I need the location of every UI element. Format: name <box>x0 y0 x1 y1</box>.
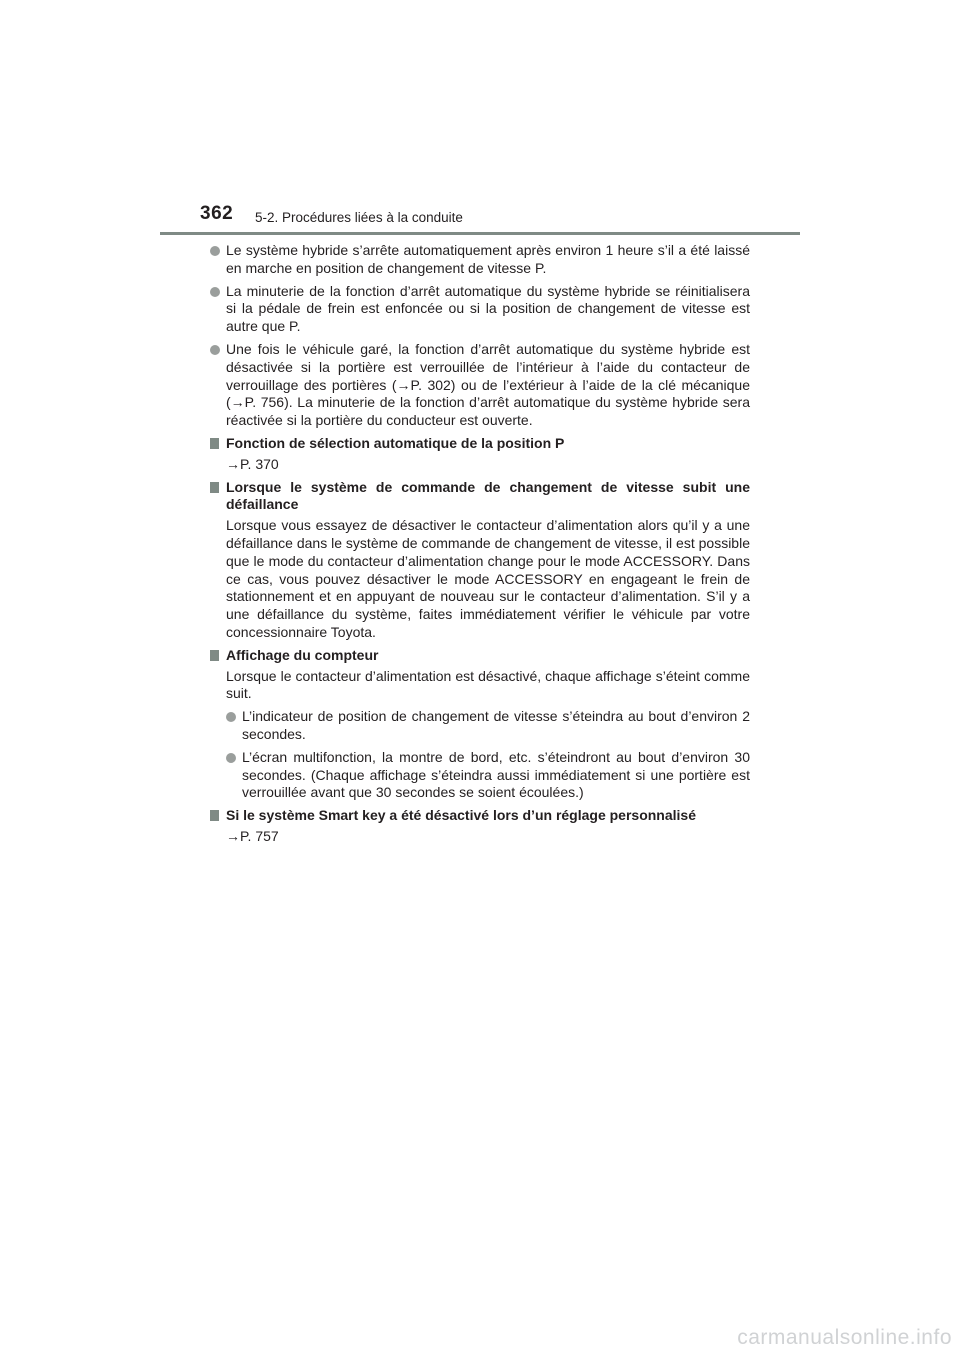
heading-text: Si le système Smart key a été désactivé lors d’un réglage personnalisé <box>226 807 696 824</box>
bullet-text: L’écran multifonction, la montre de bord, etc. s’éteindront au bout d’environ 30 secondes. (Chaque affichage s’éteindra aussi immédiatement si une portière est verrouillée avant que 30 secondes se soient écoulées.) <box>242 748 750 801</box>
section-heading <box>210 435 750 453</box>
bullet-dot-icon <box>210 345 220 355</box>
bullet-text: Le système hybride s’arrête automatiquement après environ 1 heure s’il a été laissé en marche en position de changement de vitesse P. <box>226 242 750 276</box>
bullet-text: L’indicateur de position de changement de vitesse s’éteindra au bout d’environ 2 secondes. <box>242 708 750 742</box>
bullet-item <box>210 283 750 336</box>
section-square-icon <box>210 650 219 661</box>
bullet-item <box>210 341 750 430</box>
page-reference: →P. 370 <box>226 455 279 472</box>
bullet-text: Une fois le véhicule garé, la fonction d’arrêt automatique du système hybride est désactivée si la portière est verrouillée de l’intérieur à l’aide du contacteur de verrouillage des portières (→P. 302) ou de l’extérieur à l’aide de la clé mécanique (→P. 756). La minuterie de la fonction d’arrêt automatique du système hybride sera réactivée si la portière du conducteur est ouverte. <box>226 340 750 429</box>
bullet-dot-icon <box>210 287 220 297</box>
heading-text: Lorsque le système de commande de changement de vitesse subit une défaillance <box>226 478 750 513</box>
bullet-dot-icon <box>210 246 220 256</box>
bullet-item <box>226 708 750 744</box>
bullet-dot-icon <box>226 753 236 763</box>
watermark: carmanualsonline.info <box>737 1326 952 1349</box>
section-square-icon <box>210 482 219 493</box>
bullet-text: La minuterie de la fonction d’arrêt automatique du système hybride se réinitialisera si la pédale de frein est enfoncée ou si la position de changement de vitesse est autre que P. <box>226 282 750 335</box>
bullet-item <box>226 749 750 802</box>
section-title: 5-2. Procédures liées à la conduite <box>255 210 463 225</box>
page-reference: →P. 757 <box>226 827 279 844</box>
page-content <box>210 242 750 851</box>
heading-text: Affichage du compteur <box>226 646 379 663</box>
section-paragraph: Lorsque vous essayez de désactiver le contacteur d’alimentation alors qu’il y a une défaillance dans le système de commande de changement de vitesse, il est possible que le mode du contacteur d’alimentation change pour le mode ACCESSORY. Dans ce cas, vous pouvez désactiver le mode ACCESSORY en engageant le frein de stationnement et en appuyant de nouveau sur le contacteur d’alimentation. S’il y a une défaillance du système, faites immédiatement vérifier le véhicule par votre concessionnaire Toyota. <box>226 517 750 640</box>
section-heading <box>210 647 750 665</box>
bullet-item <box>210 242 750 278</box>
header-rule <box>160 232 800 235</box>
bullet-dot-icon <box>226 712 236 722</box>
section-square-icon <box>210 438 219 449</box>
page-number: 362 <box>200 203 234 224</box>
heading-text: Fonction de sélection automatique de la position P <box>226 434 565 451</box>
section-heading <box>210 807 750 825</box>
section-square-icon <box>210 810 219 821</box>
section-heading <box>210 479 750 515</box>
nested-bullets <box>210 708 750 802</box>
section-paragraph: Lorsque le contacteur d’alimentation est désactivé, chaque affichage s’éteint comme suit. <box>226 667 750 702</box>
